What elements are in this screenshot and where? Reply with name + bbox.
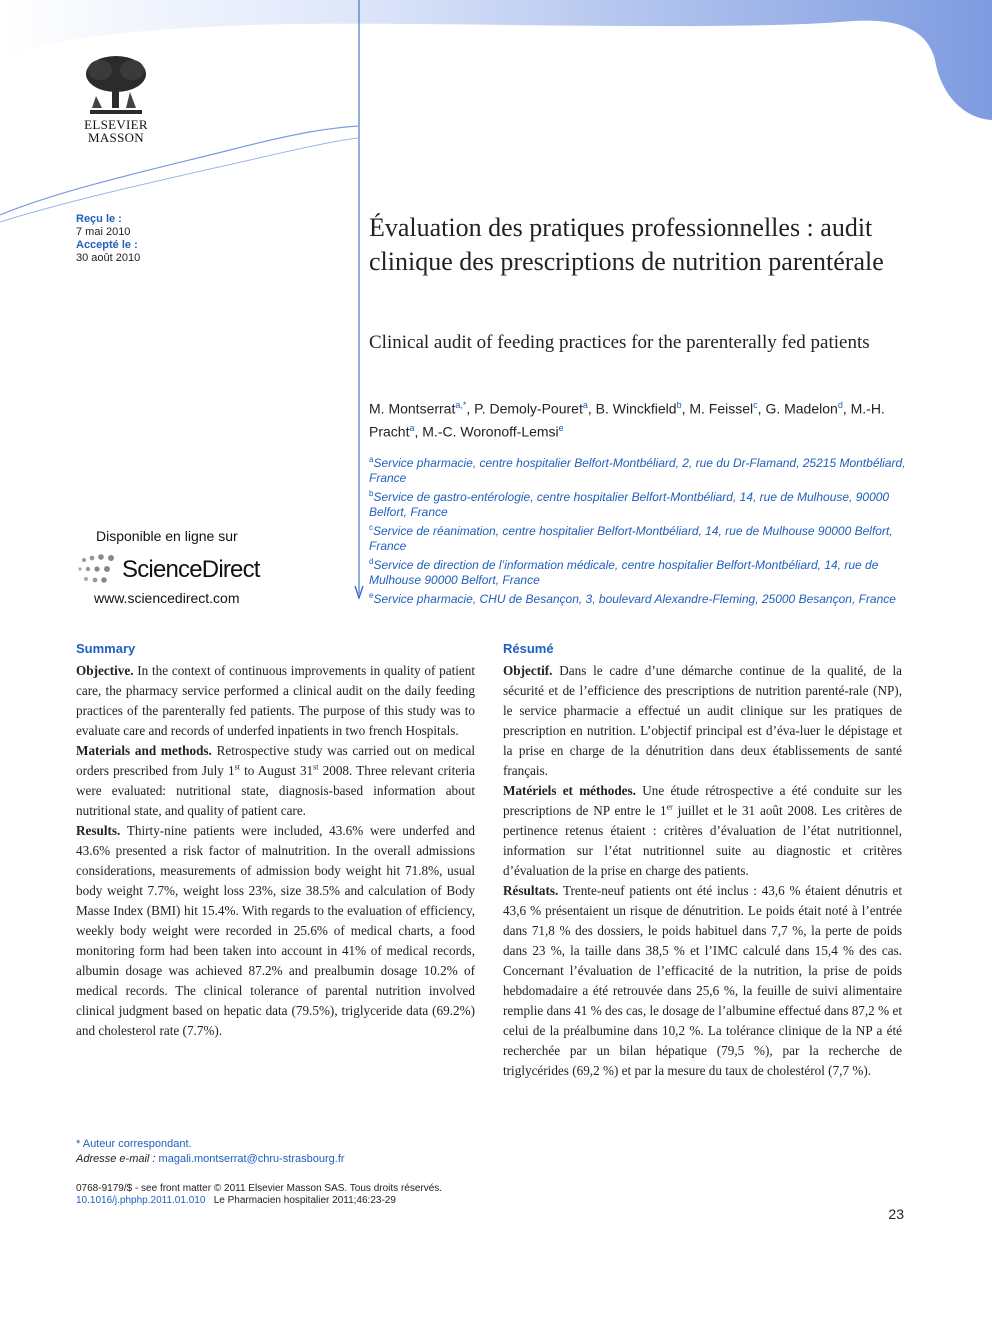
affiliation-item [369,554,909,588]
publisher-logo [76,52,156,144]
sciencedirect-url[interactable]: www.sciencedirect.com [94,590,240,606]
doi-link[interactable]: 10.1016/j.phphp.2011.01.010 [76,1195,206,1206]
affiliation-sup: c [369,523,373,532]
copyright-block [76,1183,442,1207]
summary-heading: Summary [76,641,136,656]
sciencedirect-box [76,528,276,606]
sciencedirect-dots-icon [76,552,120,586]
section-label: Note de pharmacie pratique [699,46,902,63]
affiliation-text: Service de gastro-entérologie, centre hospitalier Belfort-Montbéliard, 14, rue de Mulhouse, 90000 Belfort, France [369,490,890,519]
author: P. Demoly-Pouret [474,400,583,417]
affiliation-item [369,520,909,554]
summary-methods [76,741,475,821]
affiliation-sup: d [369,557,374,566]
affiliation-text: Service de réanimation, centre hospitalier Belfort-Montbéliard, 14, rue de Mulhouse 90000 Belfort, France [369,524,893,553]
author: G. Madelon [765,400,838,417]
author: B. Winckfield [595,400,677,417]
author: M. Feissel [689,400,754,417]
received-label: Reçu le : [76,213,122,225]
summary-objective-text: In the context of continuous improvements in quality of patient care, the pharmacy service performed a clinical audit on the daily feeding practices of the parenterally fed patients. The purpose of this study was to evaluate care and records of underfed inpatients in two french Hospitals. [76,663,476,738]
author: M. Montserrat [369,400,456,417]
affiliation-item [369,588,909,607]
sciencedirect-logo[interactable] [76,552,276,586]
resume-objectif [503,661,902,781]
page-number: 23 [888,1206,904,1222]
author-list: M. Montserrat$^{a,*}$, P. Demoly-Pouret$^a$, B. Winckfield$^b$, M. Feissel$^c$, G. Madelon$^d$, M.-H. Pracht$^a$, M.-C. Woronoff-Lemsi$^e$ [369,400,885,440]
summary-objective-label: Objective. [76,663,134,678]
affiliation-list [369,452,909,607]
resume-heading: Résumé [503,641,554,656]
english-title: Clinical audit of feeding practices for the parenterally fed patients [369,332,870,353]
summary-objective [76,661,475,741]
author: M.-H. Pracht [369,400,885,440]
summary-methods-label: Materials and methods. [76,743,212,758]
email-link[interactable]: magali.montserrat@chru-strasbourg.fr [158,1153,345,1165]
summary-methods-text: 2008. Three relevant criteria were evaluated: nutritional state, diagnosis-based information about nutritional state, and quality of patient care. [76,763,475,818]
article-dates [76,213,140,265]
received-date: 7 mai 2010 [76,226,131,238]
copyright-text: 0768-9179/$ - see front matter © 2011 Elsevier Masson SAS. Tous droits réservés. [76,1183,443,1194]
resume-resultats-label: Résultats. [503,883,559,898]
resume-methodes [503,781,902,881]
elsevier-tree-icon [80,52,152,118]
summary-methods-text: Retrospective study was carried out on medical orders prescribed from July 1 [76,743,475,778]
corresponding-author-note [76,1137,345,1167]
affiliation-item [369,452,909,486]
author-affiliation-sup: a,* [455,400,467,410]
author-affiliation-sup: b [676,400,682,410]
accepted-label: Accepté le : [76,239,138,251]
author-affiliation-sup: a [409,422,415,433]
sciencedirect-wordmark: ScienceDirect [122,556,260,583]
accepted-date: 30 août 2010 [76,252,141,264]
article-title: Évaluation des pratiques professionnelles : audit clinique des prescriptions de nutrition parentérale [369,213,884,276]
email-label: Adresse e-mail : [76,1153,156,1165]
resume-resultats [503,881,902,1081]
author-affiliation-sup: c [753,400,758,410]
corresponding-author-label: * Auteur correspondant. [76,1138,192,1150]
ordinal-sup: er [666,802,673,812]
ordinal-sup: st [313,762,319,772]
resume-column [503,639,902,1081]
resume-objectif-text: Dans le cadre d’une démarche continue de la qualité, de la sécurité et de l’efficience des prescriptions de nutrition parenté-rale (NP), le service pharmacie a effectué un audit clinique sur les pratiques de prescription en nutrition. L’objectif principal est d’éva-luer le dépistage et la prise en charge de la dénutrition dans deux établissements de santé français. [503,663,902,778]
affiliation-text: Service de direction de l’information médicale, centre hospitalier Belfort-Montbéliard, 14, rue de Mulhouse 90000 Belfort, France [369,558,879,587]
publisher-name-line2: MASSON [88,130,144,145]
resume-methodes-label: Matériels et méthodes. [503,783,636,798]
affiliation-text: Service pharmacie, CHU de Besançon, 3, boulevard Alexandre-Fleming, 25000 Besançon, France [373,592,896,606]
affiliation-sup: a [369,455,374,464]
summary-methods-text: to August 31 [239,763,314,778]
resume-methodes-text: Une étude rétrospective a été conduite sur les prescriptions de NP entre le 1 [503,783,902,818]
ordinal-sup: st [234,762,240,772]
sciencedirect-available-text: Disponible en ligne sur [96,528,238,544]
author: M.-C. Woronoff-Lemsi [422,423,559,440]
affiliation-sup: e [369,591,374,600]
resume-objectif-label: Objectif. [503,663,553,678]
affiliation-item [369,486,909,520]
publisher-name-line1: ELSEVIER [84,117,148,132]
summary-column [76,639,475,1041]
summary-results-text: Thirty-nine patients were included, 43.6% were underfed and 43.6% presented a risk factor of malnutrition. In the overall admissions considerations, measurements of admission body weight hit 71.8%, usual body weight 7.7%, weight loss 23%, size 38.5% and calculation of Body Masse Index (BMI) hit 15.4%. With regards to the evaluation of efficiency, weekly body weight were recorded in 25.6% of medical charts, a food monitoring form had been taken into account in 41% of medical records, albumin dosage was achieved 87.2% and prealbumin dosage 10.2% of medical records. The clinical tolerance of parental nutrition involved clinical judgment based on hepatic data (79.5%), triglyceride data (69.2%) and cholesterol rate (7.7%). [76,823,475,1038]
affiliation-text: Service pharmacie, centre hospitalier Belfort-Montbéliard, 2, rue du Dr-Flamand, 25215 Montbéliard, France [369,456,906,485]
author-affiliation-sup: e [558,422,564,433]
affiliation-sup: b [369,489,374,498]
author-affiliation-sup: a [582,400,588,410]
journal-citation: Le Pharmacien hospitalier 2011;46:23-29 [213,1195,396,1206]
summary-results [76,821,475,1041]
vertical-rule [353,0,365,600]
summary-results-label: Results. [76,823,121,838]
resume-methodes-text: juillet et le 31 août 2008. Les critères de pertinence retenus étaient : critères d’évaluation de l’état nutritionnel, information sur l’état nutritionnel suite au diagnostic et critères d’évaluation de la prise en charge des patients. [503,803,903,878]
resume-resultats-text: Trente-neuf patients ont été inclus : 43,6 % étaient dénutris et 43,6 % présentaient un risque de dénutrition. Le poids était noté à l’entrée dans 71,8 % des dossiers, le poids habituel dans 7,7 %, la perte de poids dans 23 %, la taille dans 38,5 % et l’IMC calculé dans 15,4 % des cas. Concernant l’évaluation de l’efficacité de la nutrition, la prise de poids hebdomadaire a été retrouvée dans 25,6 %, la feuille de suivi alimentaire remplie dans 41 % des cas, le dosage de l’albumine effectué dans 87,2 % et celui de la préalbumine dans 10,2 %. La tolérance clinique de la NP a été recherchée par un bilan hépatique (79,5 %), par la recherche de triglycérides (69,2 %) et par la mesure du taux de cholestérol (7,7 %). [503,883,903,1078]
author-affiliation-sup: d [837,400,843,410]
